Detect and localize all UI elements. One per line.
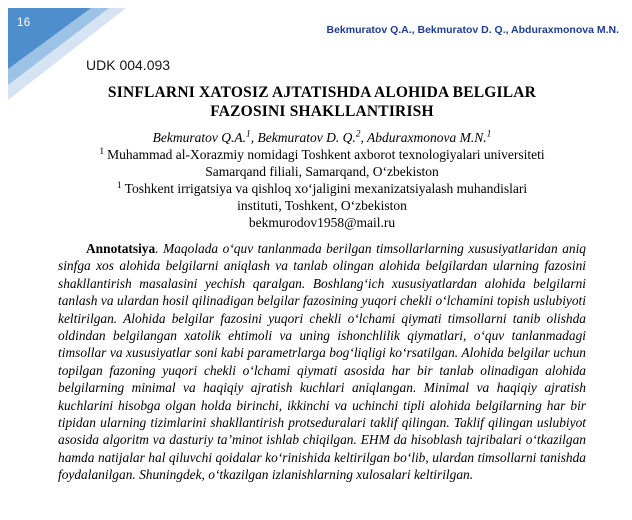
author-3-affiliation-mark: 1 (486, 129, 492, 140)
affiliation-2-line-2: instituti, Toshkent, O‘zbekiston (237, 198, 407, 213)
author-2-affiliation-mark: 2 (355, 129, 361, 140)
affiliation-1-text: Muhammad al-Xorazmiy nomidagi Toshkent axborot texnologiyalari universiteti (107, 147, 545, 162)
affiliation-2-line-1 (58, 180, 586, 197)
author-2: , Bekmuratov D. Q. (250, 130, 356, 145)
abstract-label: Annotatsiya (86, 241, 156, 256)
affiliation-1-line-2: Samarqand filiali, Samarqand, O‘zbekiston (205, 164, 439, 179)
affiliation-1-line-1 (58, 146, 586, 163)
affiliation-1-mark: 1 (99, 146, 105, 157)
author-1-affiliation-mark: 1 (246, 129, 251, 140)
abstract-paragraph (58, 240, 586, 484)
affiliation-2-text: Toshkent irrigatsiya va qishloq xo‘jaligini mexanizatsiyalash muhandislari (124, 181, 528, 196)
author-1: Bekmuratov Q.A. (152, 130, 246, 145)
udk-code: UDK 004.093 (86, 57, 171, 73)
paper-title-line2: FAZOSINI SHAKLLANTIRISH (210, 103, 434, 120)
running-header-authors: Bekmuratov Q.A., Bekmuratov D. Q., Abduraxmonova M.N. (326, 24, 619, 36)
affiliation-2-mark: 1 (116, 180, 122, 191)
author-3: , Abduraxmonova M.N. (360, 130, 487, 145)
paper-title-line1: SINFLARNI XATOSIZ AJTATISHDA ALOHIDA BELGILAR (107, 84, 537, 101)
contact-email: bekmurodov1958@mail.ru (248, 215, 396, 230)
paper-title (58, 83, 586, 121)
abstract-text: . Maqolada o‘quv tanlanmada berilgan timsollarlarning xususiyatlaridan aniq sinfga xos alohida belgilarni aniqlash va tanlab olingan alohida belgilardan ularning fazosini shakllantirish masalasini yechish qaralgan. Boshlang‘ich xususiyatlardan alohida belgilarni tanlash va ulardan hosil qilinadigan belgilar fazosining yuqori chekli o‘lchamini topish uslubiyoti keltirilgan. Alohida belgilar fazosini yuqori chekli o‘lchami qiymati timsollarni tanib olishda oldindan belgilangan xatolik ehtimoli va uning ishonchlilik qiymatlari, o‘quv tanlanmadagi timsollar va xususiyatlar soni kabi parametrlarga bog‘liqligi ko‘rsatilgan. Alohida belgilar uchun topilgan fazoning yuqori chekli o‘lchami qiymati asosida har bir tanlab olinadigan alohida belgilarning minimal va haqiqiy ajratish kuchlari aniqlangan. Minimal va haqiqiy ajratish kuchlarini hisobga olgan holda birinchi, ikkinchi va uchinchi tipli alohida belgilarning har bir tipidan ularning tizimlarini shakllantirish protseduralari taklif qilingan. Taklif qilingan uslubiyot asosida algoritm va dasturiy ta’minot ishlab chiqilgan. EHM da hisoblash tajribalari o‘tkazilgan hamda natijalar hal qiluvchi qoidalar ko‘rinishida keltirilgan bo‘lib, ulardan timsollarni tanishda foydalanilgan. Shuningdek, o‘tkazilgan izlanishlarning xulosalari keltirilgan. (58, 241, 586, 483)
page-number: 16 (17, 17, 31, 29)
paper-content (58, 0, 586, 484)
authors-line (58, 129, 586, 146)
